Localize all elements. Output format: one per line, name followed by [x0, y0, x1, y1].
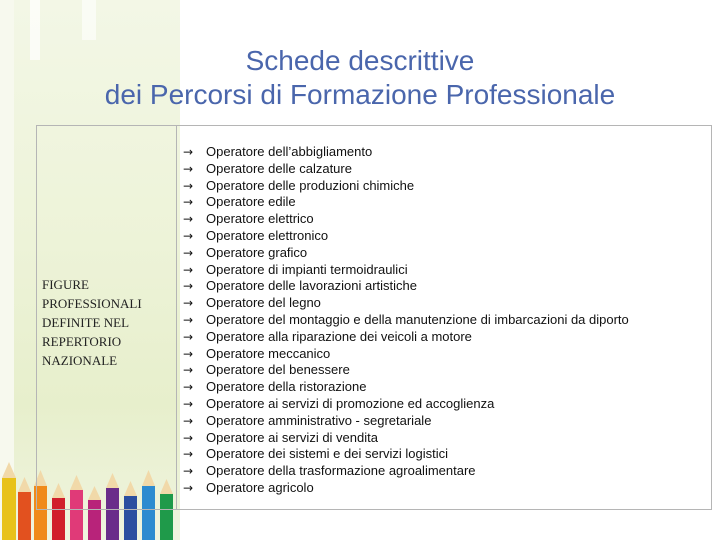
category-label: FIGURE PROFESSIONALI DEFINITE NEL REPERTORIO NAZIONALE: [42, 277, 142, 368]
list-item-label: Operatore del benessere: [206, 362, 350, 378]
content-table: [36, 125, 712, 510]
arrow-right-icon: →: [182, 279, 194, 294]
list-item-label: Operatore delle produzioni chimiche: [206, 177, 415, 193]
arrow-right-icon: →: [182, 296, 194, 311]
list-item-label: Operatore edile: [206, 194, 296, 210]
arrow-right-icon: →: [182, 178, 194, 193]
arrow-right-icon: →: [182, 380, 194, 395]
arrow-right-icon: →: [182, 228, 194, 243]
list-item-label: Operatore delle calzature: [206, 160, 352, 176]
arrow-right-icon: →: [182, 161, 194, 176]
page-title: [0, 44, 720, 112]
list-item-label: Operatore ai servizi di promozione ed accoglienza: [206, 395, 495, 411]
arrow-right-icon: →: [182, 396, 194, 411]
list-item-label: Operatore amministrativo - segretariale: [206, 412, 432, 428]
arrow-right-icon: →: [182, 312, 194, 327]
arrow-right-icon: →: [182, 464, 194, 479]
category-cell: [37, 126, 177, 509]
list-item-label: Operatore della ristorazione: [206, 379, 367, 395]
list-item-label: Operatore elettronico: [206, 227, 329, 243]
arrow-right-icon: →: [182, 363, 194, 378]
arrow-right-icon: →: [182, 447, 194, 462]
arrow-right-icon: →: [182, 262, 194, 277]
list-item-label: Operatore delle lavorazioni artistiche: [206, 278, 417, 294]
list-item-label: Operatore del montaggio e della manutenzione di imbarcazioni da diporto: [206, 311, 629, 327]
list-item-label: Operatore di impianti termoidraulici: [206, 261, 408, 277]
list-item-label: Operatore meccanico: [206, 345, 331, 361]
list-item-label: Operatore elettrico: [206, 211, 314, 227]
list-item-label: Operatore grafico: [206, 244, 308, 260]
list-item-label: Operatore ai servizi di vendita: [206, 429, 378, 445]
arrow-right-icon: →: [182, 195, 194, 210]
arrow-right-icon: →: [182, 245, 194, 260]
arrow-right-icon: →: [182, 145, 194, 159]
list-item-label: Operatore del legno: [206, 295, 321, 311]
list-item-label: Operatore alla riparazione dei veicoli a motore: [206, 328, 472, 344]
arrow-right-icon: →: [182, 329, 194, 344]
title-line-2: dei Percorsi di Formazione Professionale: [104, 79, 616, 110]
arrow-right-icon: →: [182, 430, 194, 445]
title-line-1: Schede descrittive: [245, 45, 475, 76]
list-item-label: Operatore della trasformazione agroalimentare: [206, 463, 476, 479]
items-cell: [177, 126, 711, 509]
list-item-label: Operatore dei sistemi e dei servizi logistici: [206, 446, 449, 462]
arrow-right-icon: →: [182, 413, 194, 428]
arrow-right-icon: →: [182, 346, 194, 361]
list-item-label: Operatore dell’abbigliamento: [206, 144, 373, 159]
list-item-label: Operatore agricolo: [206, 479, 314, 495]
arrow-right-icon: →: [182, 480, 194, 495]
arrow-right-icon: →: [182, 212, 194, 227]
